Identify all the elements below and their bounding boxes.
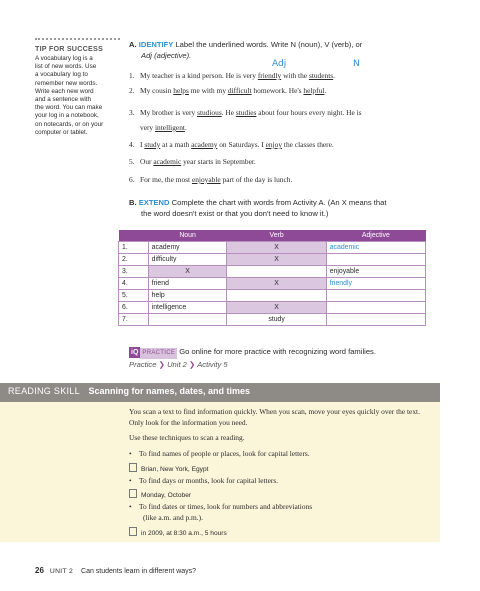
activity-a-item (129, 83, 326, 98)
row-number: 6. (119, 302, 149, 314)
item-text: My cousin (140, 86, 174, 95)
item-text: part of the day is lunch. (220, 175, 293, 184)
activity-a-item (129, 105, 362, 120)
checkbox-icon (129, 527, 137, 536)
activity-b-keyword: EXTEND (138, 198, 170, 207)
verb-cell[interactable]: X (227, 242, 326, 254)
reading-skill-intro: You scan a text to find information quickly. When you scan, move your eyes quickly over the text. Only look for the information you need. (129, 407, 420, 427)
tip-divider (35, 38, 120, 40)
chart-header-verb: Verb (227, 230, 326, 242)
item-text: at a math (160, 140, 192, 149)
tip-line: on notecards, or on your (35, 120, 104, 128)
technique-example (129, 489, 191, 499)
handwritten-answer: N (353, 59, 360, 69)
activity-a-instruction-2: Adj (adjective). (141, 50, 192, 60)
underlined-word: studies (235, 108, 257, 117)
activity-b-heading (129, 198, 434, 219)
verb-cell[interactable]: X (227, 278, 326, 290)
item-number: 5. (129, 157, 135, 166)
path-unit: Unit 2 (167, 360, 187, 369)
item-text: . (184, 123, 187, 132)
activity-a-item (129, 172, 292, 187)
verb-cell[interactable] (227, 290, 326, 302)
tip-title: TIP FOR SUCCESS (35, 44, 103, 53)
unit-label: UNIT 2 (49, 568, 74, 575)
noun-cell[interactable]: academy (148, 242, 227, 254)
iq-practice-note (129, 346, 376, 370)
technique-text: To find dates or times, look for numbers and abbreviations (139, 502, 313, 511)
adjective-cell[interactable]: enjoyable (326, 266, 425, 278)
item-number: 3. (129, 108, 135, 117)
technique-text: To find names of people or places, look for capital letters. (139, 449, 310, 458)
tip-line: computer or tablet. (35, 128, 88, 136)
tip-line: the word. You can make (35, 104, 103, 112)
activity-a-item (129, 120, 187, 135)
page-number: 26 (35, 566, 44, 575)
item-number: 4. (129, 140, 135, 149)
row-number: 4. (119, 278, 149, 290)
example-text: in 2009, at 8:30 a.m., 5 hours (141, 530, 227, 537)
reading-skill-title: Scanning for names, dates, and times (88, 386, 250, 396)
item-text: with the (281, 71, 309, 80)
iq-text: Go online for more practice with recognizing word families. (179, 347, 376, 356)
item-number: 6. (129, 175, 135, 184)
checkbox-icon (129, 463, 137, 472)
chart-row (119, 266, 426, 278)
activity-a-item (129, 137, 334, 152)
chart-header-adjective: Adjective (326, 230, 425, 242)
underlined-word: studious (197, 108, 222, 117)
item-text: year starts in September. (181, 157, 256, 166)
word-family-chart (118, 230, 426, 326)
adjective-cell[interactable]: academic (326, 242, 425, 254)
chart-row (119, 254, 426, 266)
activity-a-heading (129, 40, 429, 61)
item-text: Our (140, 157, 154, 166)
tip-line: A vocabulary log is a (35, 55, 93, 62)
chart-header-noun: Noun (148, 230, 227, 242)
tip-line: a vocabulary log to (35, 71, 88, 79)
technique-example (129, 463, 208, 473)
verb-cell[interactable] (227, 266, 326, 278)
technique-bullet: • To find days or months, look for capital letters. (129, 476, 279, 485)
chevron-right-icon: ❯ (158, 360, 165, 369)
underlined-word: helps (173, 86, 189, 95)
item-text: me with my (188, 86, 228, 95)
underlined-word: enjoy (265, 140, 283, 149)
tip-line: list of new words. Use (35, 63, 97, 71)
adjective-cell[interactable] (326, 254, 425, 266)
reading-skill-kind: READING SKILL (8, 386, 80, 396)
activity-b-instruction-2: the word doesn't exist or that you don't need to know it.) (141, 208, 329, 218)
item-text: about four hours every night. He is (256, 108, 362, 117)
row-number: 3. (119, 266, 149, 278)
underlined-word: intelligent (154, 123, 185, 132)
example-text: Monday, October (141, 492, 192, 499)
tip-line: remember new words. (35, 79, 98, 87)
example-text: Brian, New York, Egypt (141, 466, 209, 473)
technique-bullet: • To find dates or times, look for numbers and abbreviations (like a.m. and p.m.). (129, 502, 313, 522)
practice-path (129, 360, 228, 369)
noun-cell[interactable] (148, 314, 227, 326)
noun-cell[interactable]: friend (148, 278, 227, 290)
item-number: 2. (129, 86, 135, 95)
underlined-word: friendly (257, 71, 282, 80)
chart-header-row (119, 230, 426, 242)
technique-example (129, 527, 227, 537)
noun-cell[interactable]: intelligence (148, 302, 227, 314)
reading-skill-bar (0, 383, 440, 402)
underlined-word: enjoyable (191, 175, 221, 184)
item-text: . (333, 71, 336, 80)
chevron-right-icon: ❯ (189, 360, 196, 369)
chart-row (119, 314, 426, 326)
item-text: My brother is very (140, 108, 198, 117)
technique-bullet: • To find names of people or places, look for capital letters. (129, 449, 310, 458)
item-text: . (324, 86, 327, 95)
chart-row (119, 242, 426, 254)
tip-line: Write each new word (35, 87, 94, 95)
item-number: 1. (129, 71, 135, 80)
noun-cell[interactable]: difficulty (148, 254, 227, 266)
iq-logo: iQ (131, 349, 139, 356)
verb-cell[interactable]: study (227, 314, 326, 326)
item-text: very (140, 123, 155, 132)
tip-line: your log in a notebook, (35, 112, 99, 120)
underlined-word: students (308, 71, 334, 80)
adjective-cell[interactable] (326, 314, 425, 326)
underlined-word: difficult (227, 86, 252, 95)
tip-text (35, 55, 120, 137)
chart-row (119, 290, 426, 302)
adjective-cell[interactable] (326, 302, 425, 314)
noun-cell[interactable]: help (148, 290, 227, 302)
item-text: homework. He's (251, 86, 304, 95)
handwritten-answer: Adj (272, 59, 287, 69)
adjective-cell[interactable]: friendly (326, 278, 425, 290)
chart-row (119, 278, 426, 290)
activity-b-label: B. (129, 198, 137, 207)
verb-cell[interactable]: X (227, 302, 326, 314)
underlined-word: study (144, 140, 161, 149)
technique-text-2: (like a.m. and p.m.). (143, 512, 203, 522)
row-number: 5. (119, 290, 149, 302)
tip-for-success (35, 38, 120, 137)
checkbox-icon (129, 489, 137, 498)
row-number: 1. (119, 242, 149, 254)
item-text: . He (221, 108, 236, 117)
verb-cell[interactable]: X (227, 254, 326, 266)
activity-a-keyword: IDENTIFY (138, 40, 174, 49)
adjective-cell[interactable] (326, 290, 425, 302)
page-footer (35, 566, 196, 575)
row-number: 2. (119, 254, 149, 266)
reading-skill-use: Use these techniques to scan a reading. (129, 433, 245, 442)
item-text: My teacher is a kind person. He is very (140, 71, 258, 80)
unit-question: Can students learn in different ways? (81, 568, 197, 575)
activity-a-item (129, 154, 256, 169)
activity-a-label: A. (129, 40, 137, 49)
technique-text: To find days or months, look for capital letters. (139, 476, 279, 485)
chart-row (119, 302, 426, 314)
item-text: For me, the most (140, 175, 192, 184)
underlined-word: academy (191, 140, 218, 149)
practice-tag: PRACTICE (140, 348, 177, 359)
underlined-word: helpful (303, 86, 325, 95)
item-text: I (140, 140, 145, 149)
item-text: the classes there. (282, 140, 334, 149)
row-number: 7. (119, 314, 149, 326)
activity-a-instruction: Label the underlined words. Write N (noun), V (verb), or (175, 40, 363, 49)
tip-line: and a sentence with (35, 96, 92, 104)
underlined-word: academic (153, 157, 182, 166)
item-text: on Saturdays. I (217, 140, 266, 149)
chart-header-blank (119, 230, 149, 242)
reading-skill-heading (8, 386, 250, 396)
path-activity: Activity 5 (197, 360, 228, 369)
noun-cell[interactable]: X (148, 266, 227, 278)
activity-b-instruction: Complete the chart with words from Activity A. (An X means that (171, 198, 387, 207)
path-practice: Practice (129, 360, 157, 369)
activity-a-item (129, 68, 335, 83)
